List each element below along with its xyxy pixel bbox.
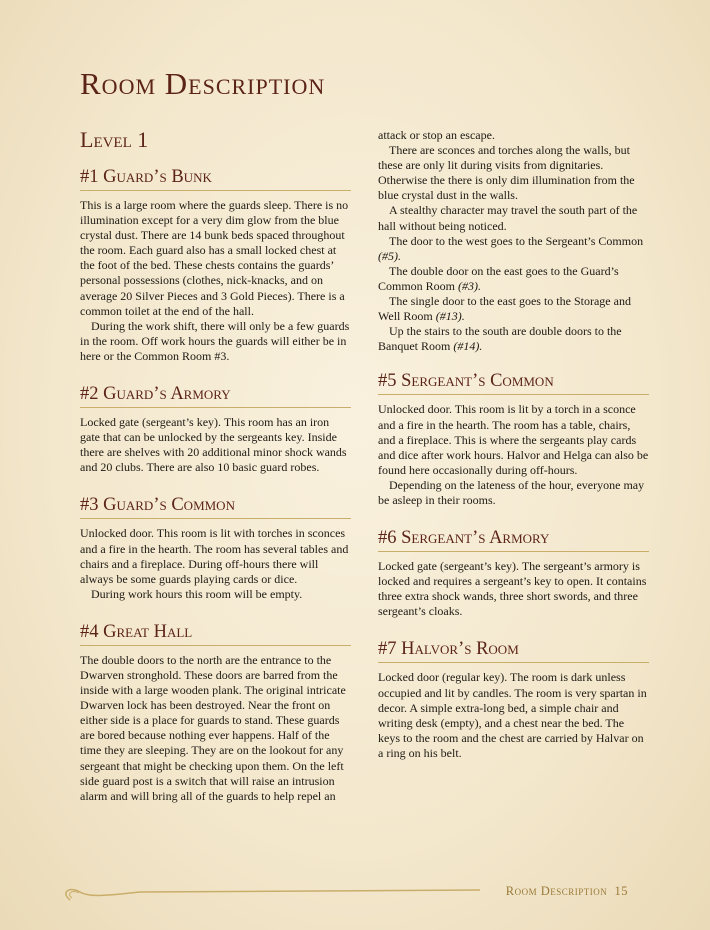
page-footer (0, 878, 710, 908)
room-4-continued (378, 128, 649, 354)
room-1-title: #1 Guard’s Bunk (80, 167, 351, 191)
room-6-paragraph-1: Locked gate (sergeant’s key). The sergeant’s armory is locked and requires a sergeant’s key to open. It contains three extra shock wands, three short swords, and three sergeant’s cloaks. (378, 559, 647, 619)
room-2-section (80, 384, 351, 475)
room-4-p5-text: The double door on the east goes to the Guard’s Common Room (378, 263, 619, 293)
room-3-section (80, 495, 351, 601)
page-title: Room Description (80, 66, 326, 101)
room-5-section (378, 371, 649, 508)
room-1-paragraph-1: This is a large room where the guards sleep. There is no illumination except for a very dim glow from the blue crystal dust. There are 14 bunk beds spaced throughout the room. Each guard also has a small locked chest at the foot of the bed. These chests contains the guards’ personal possessions (clothes, nick-knacks, and on average 20 Silver Pieces and 3 Gold Pieces). There is a common toilet at the end of the hall. (80, 198, 349, 318)
footer-section: Room Description (505, 884, 608, 898)
room-4-p7-text: Up the stairs to the south are double doors to the Banquet Room (378, 324, 622, 354)
room-4-p6-text: The single door to the east goes to the Storage and Well Room (378, 294, 631, 324)
room-3-title: #3 Guard’s Common (80, 495, 351, 519)
room-6-title: #6 Sergeant’s Armory (378, 528, 649, 552)
room-1-paragraph-2: During the work shift, there will only be a few guards in the room. Off work hours the guards will either be in here or the Common Room #3. (80, 318, 350, 363)
room-4-title: #4 Great Hall (80, 622, 351, 646)
room-4-paragraph-1-continued: attack or stop an escape. (378, 128, 495, 142)
left-column (80, 120, 351, 824)
room-1-section (80, 167, 351, 364)
room-7-section (378, 639, 649, 761)
room-4-p4-ref: (#5). (378, 248, 401, 263)
room-2-paragraph-1: Locked gate (sergeant’s key). This room has an iron gate that can be unlocked by the sergeants key. Inside there are shelves with 20 additional minor shock wands and 20 clubs. There are also 10 basic guard robes. (80, 415, 347, 475)
room-4-paragraph-2: There are sconces and torches along the walls, but these are only lit during visits from dignitaries. Otherwise the there is only dim illumination from the blue crystal dust in the walls. (378, 143, 635, 203)
room-4-paragraph-7 (378, 324, 649, 354)
room-5-paragraph-2: Depending on the lateness of the hour, everyone may be asleep in their rooms. (378, 477, 645, 507)
room-4-paragraph-4 (378, 234, 649, 264)
room-4-paragraph-5 (378, 264, 649, 294)
room-3-paragraph-2: During work hours this room will be empty. (91, 586, 303, 601)
room-4-p6-ref: (#13). (435, 309, 465, 324)
room-7-paragraph-1: Locked door (regular key). The room is dark unless occupied and lit by candles. The room is very spartan in decor. A simple extra-long bed, a simple chair and writing desk (empty), and a chest near the bed. The keys to the room and the chest are carried by Halvar on a ring on his belt. (378, 670, 647, 760)
room-6-section (378, 528, 649, 619)
room-4-p4-text: The door to the west goes to the Sergeant’s Common (389, 233, 644, 248)
room-3-paragraph-1: Unlocked door. This room is lit with torches in sconces and a fire in the hearth. The room has several tables and chairs and a fireplace. During off-hours there will always be some guards playing cards or dice. (80, 526, 349, 586)
room-4-p5-ref: (#3). (458, 278, 482, 293)
right-column (378, 128, 649, 781)
room-4-paragraph-3: A stealthy character may travel the south part of the hall without being noticed. (378, 203, 638, 233)
room-5-title: #5 Sergeant’s Common (378, 371, 649, 395)
footer-label (506, 884, 628, 899)
room-4-paragraph-6 (378, 294, 649, 324)
room-2-title: #2 Guard’s Armory (80, 384, 351, 408)
room-4-section (80, 622, 351, 804)
room-7-title: #7 Halvor’s Room (378, 639, 649, 663)
room-5-paragraph-1: Unlocked door. This room is lit by a torch in a sconce and a fire in the hearth. The room has a table, chairs, and a fireplace. This is where the sergeants play cards and dice after work hours. Halvor and Helga can also be found here occasionally during off-hours. (378, 402, 649, 477)
room-4-p7-ref: (#14). (453, 339, 483, 354)
room-4-paragraph-1: The double doors to the north are the entrance to the Dwarven stronghold. These doors are barred from the inside with a large wooden plank. The original intricate Dwarven lock has been destroyed. Near the front on either side is a place for guards to stand. These guards are bored because nothing ever happens. Half of the time they are sleeping. They are on the lookout for any sergeant that might be checking upon them. On the left side guard post is a switch that will raise an intrusion alarm and will bring all of the guards to help repel an (80, 652, 346, 803)
page-number: 15 (614, 884, 628, 898)
level-heading: Level 1 (80, 127, 149, 152)
